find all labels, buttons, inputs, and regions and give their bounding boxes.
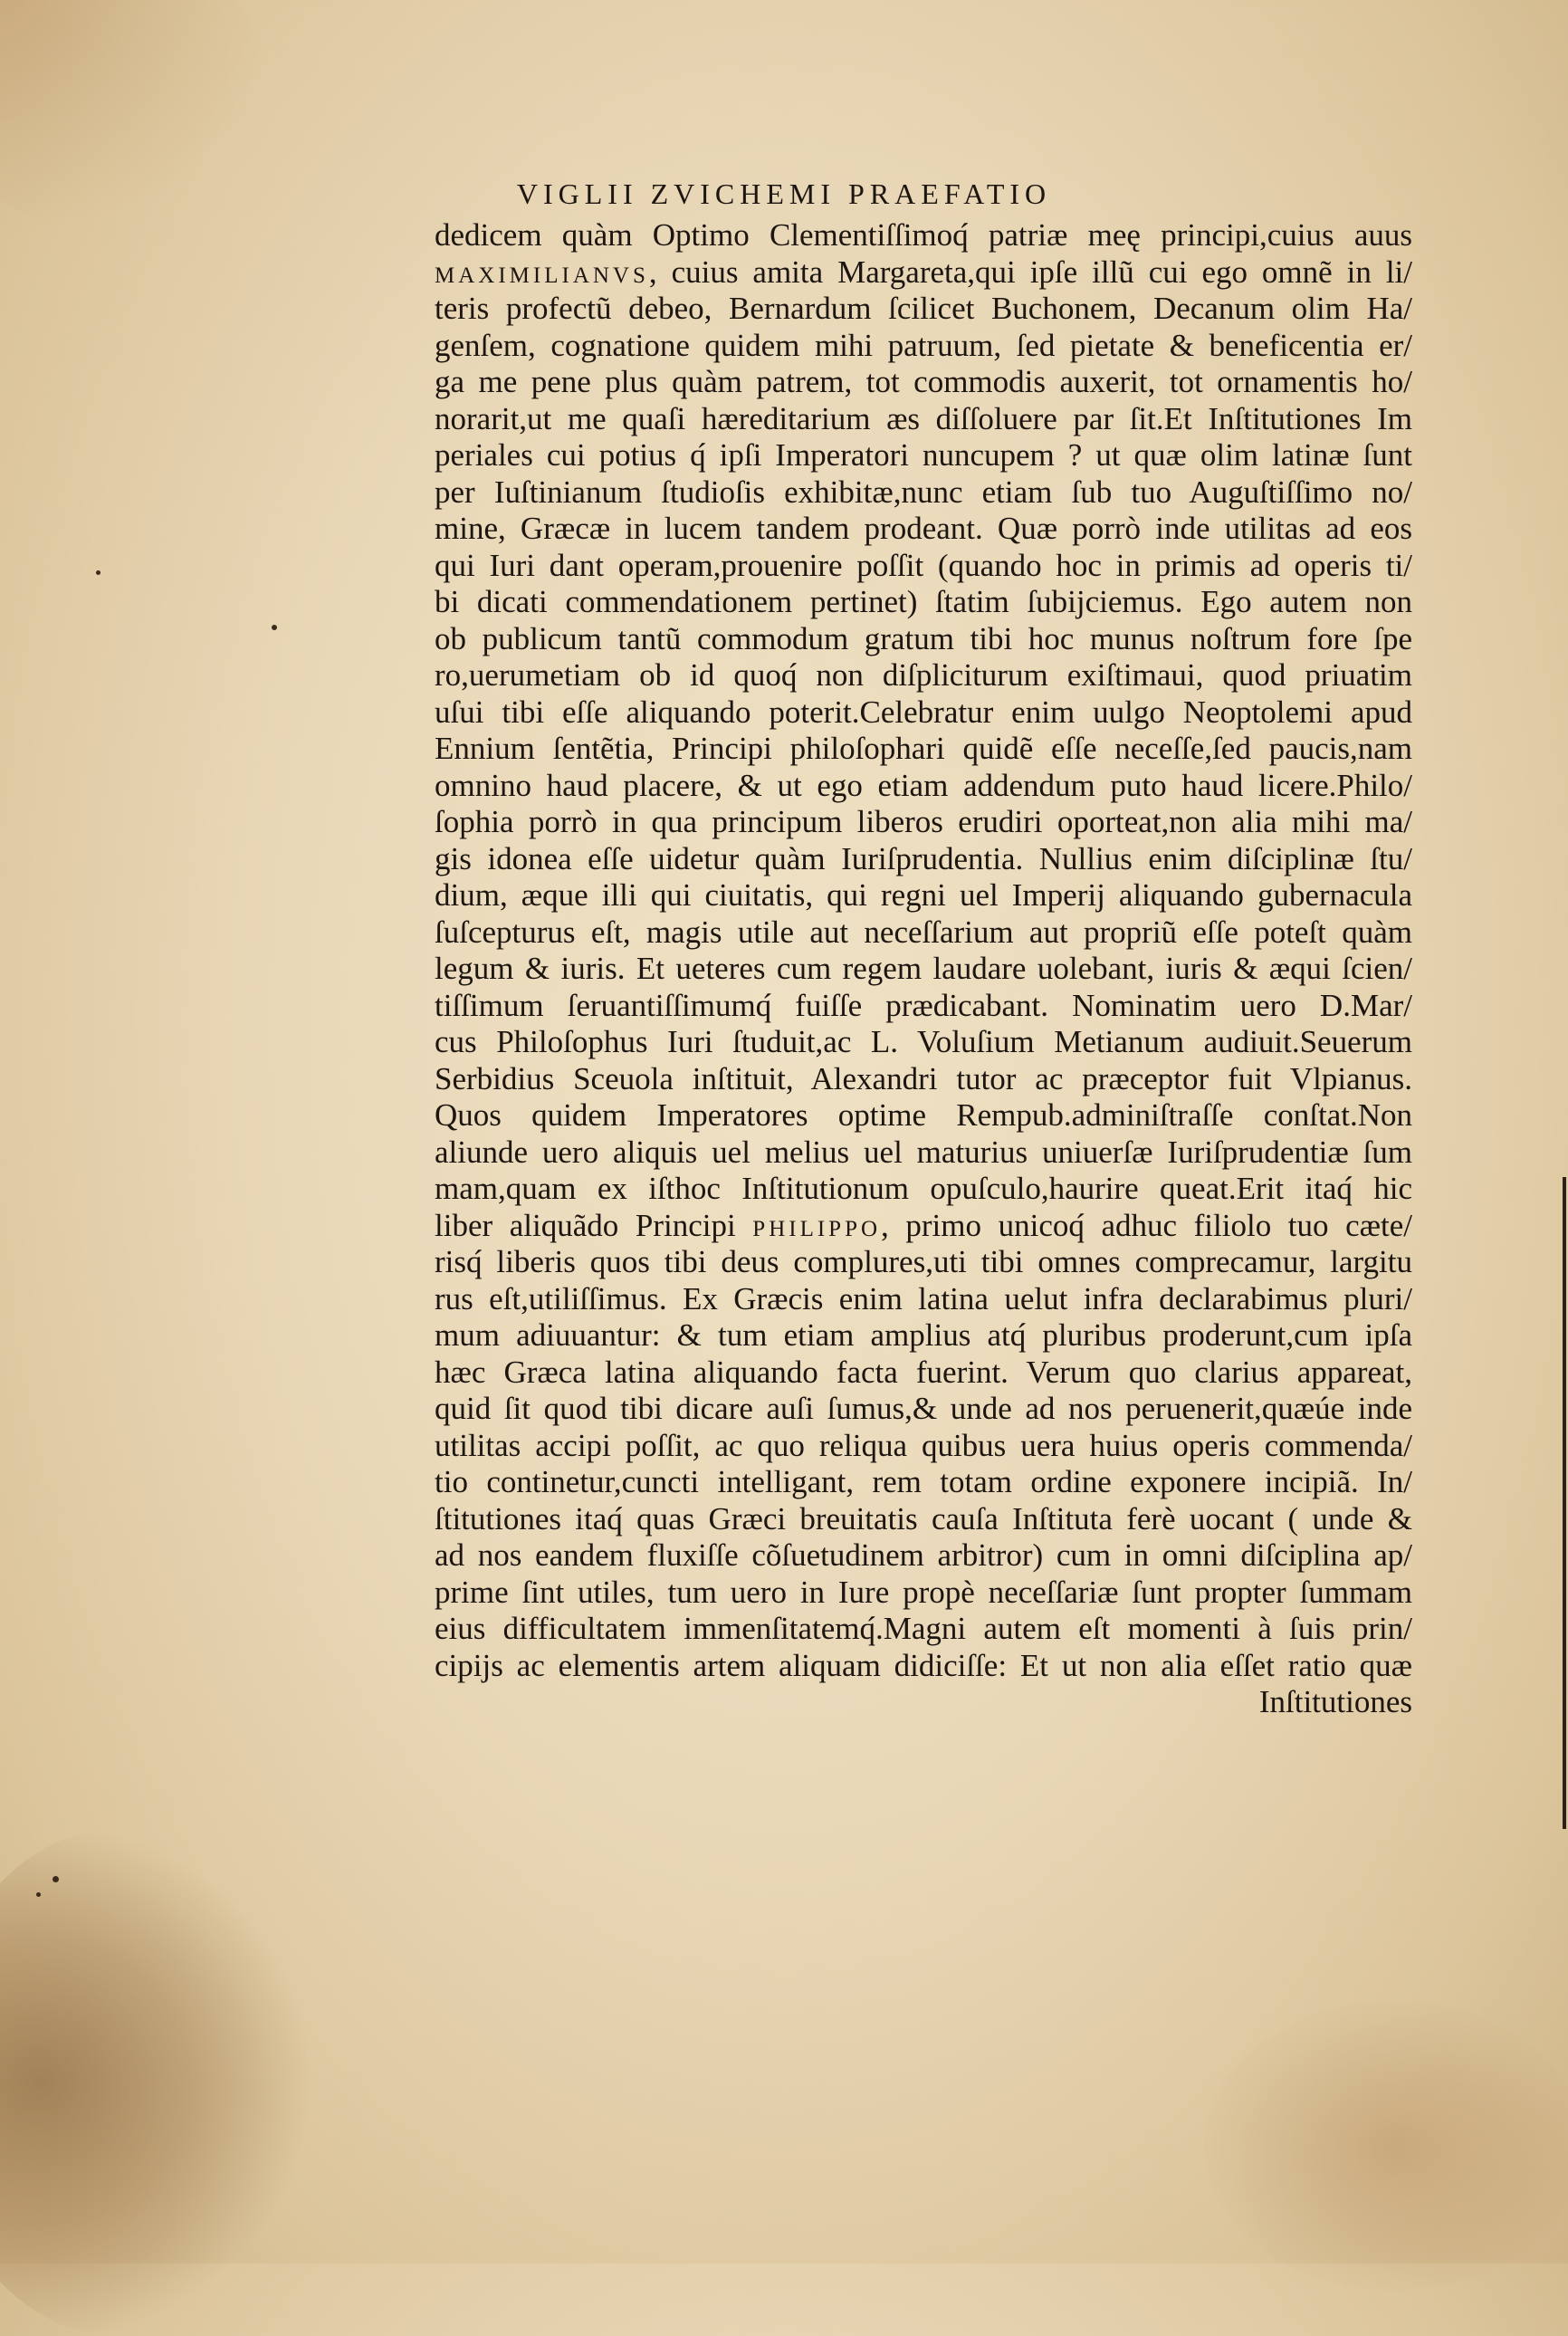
text-line: quid ſit quod tibi dicare auſi ſumus,& unde ad nos peruenerit,quæúe inde [435, 1391, 1412, 1426]
paper-stain-bottom-left [0, 1829, 308, 2336]
text-line: mam,quam ex iſthoc Inſtitutionum opuſculo,haurire queat.Erit itaq́ hic [435, 1171, 1412, 1206]
text-line: cus Philoſophus Iuri ſtuduit,ac L. Voluſium Metianum audiuit.Seuerum [435, 1024, 1412, 1059]
text-line: ro,uerumetiam ob id quoq́ non diſpliciturum exiſtimaui, quod priuatim [435, 657, 1412, 693]
ink-speck [53, 1876, 59, 1882]
text-line: ob publicum tantũ commodum gratum tibi hoc munus noſtrum fore ſpe [435, 620, 1412, 656]
text-line: gis idonea eſſe uidetur quàm Iuriſprudentia. Nullius enim diſciplinæ ſtu/ [435, 840, 1412, 876]
text-line: bi dicati commendationem pertinet) ſtatim ſubijciemus. Ego autem non [435, 584, 1412, 619]
catchword: Inſtitutiones [1258, 1684, 1412, 1719]
text-line: rus eſt,utiliſſimus. Ex Græcis enim latina uelut infra declarabimus pluri/ [435, 1280, 1412, 1316]
text-line: legum & iuris. Et ueteres cum regem laudare uolebant, iuris & æqui ſcien/ [435, 951, 1412, 986]
text-line: ſophia porrò in qua principum liberos erudiri oporteat,non alia mihi ma/ [435, 804, 1412, 839]
text-line: Ennium ſentẽtia, Principi philoſophari quidẽ eſſe neceſſe,ſed paucis,nam [435, 731, 1412, 766]
text-line: dedicem quàm Optimo Clementiſſimoq́ patriæ meę principi,cuius auus [435, 217, 1412, 253]
text-line: eius difficultatem immenſitatemq́.Magni autem eſt momenti à ſuis prin/ [435, 1611, 1412, 1646]
text-line: tiſſimum ſeruantiſſimumq́ fuiſſe prædicabant. Nominatim uero D.Mar/ [435, 987, 1412, 1023]
body-text [435, 217, 1412, 1721]
text-line: omnino haud placere, & ut ego etiam addendum puto haud licere.Philo/ [435, 767, 1412, 803]
text-line: utilitas accipi poſſit, ac quo reliqua quibus uera huius operis commenda/ [435, 1427, 1412, 1463]
text-line: prime ſint utiles, tum uero in Iure propè neceſſariæ ſunt propter ſummam [435, 1574, 1412, 1610]
text-line: genſem, cognatione quidem mihi patruum, ſed pietate & beneficentia er/ [435, 327, 1412, 363]
text-line: teris profectũ debeo, Bernardum ſcilicet Buchonem, Decanum olim Ha/ [435, 291, 1412, 326]
text-line: ſtitutiones itaq́ quas Græci breuitatis cauſa Inſtituta ferè uocant ( unde & [435, 1500, 1412, 1537]
text-line: per Iuſtinianum ſtudioſis exhibitæ,nunc etiam ſub tuo Auguſtiſſimo no/ [435, 474, 1412, 510]
text-line: Serbidius Sceuola inſtituit, Alexandri tutor ac præceptor fuit Vlpianus. [435, 1060, 1412, 1096]
text-line: ſuſcepturus eſt, magis utile aut neceſſarium aut propriũ eſſe poteſt quàm [435, 914, 1412, 950]
text-line: ga me pene plus quàm patrem, tot commodis auxerit, tot ornamentis ho/ [435, 364, 1412, 399]
ink-speck [36, 1892, 41, 1897]
text-line: Quos quidem Imperatores optime Rempub.adminiſtraſſe conſtat.Non [435, 1097, 1412, 1133]
text-line: uſui tibi eſſe aliquando poterit.Celebratur enim uulgo Neoptolemi apud [435, 694, 1412, 730]
text-line: hæc Græca latina aliquando facta fuerint. Verum quo clarius appareat, [435, 1354, 1412, 1390]
ink-speck [96, 570, 100, 575]
text-line: mine, Græcæ in lucem tandem prodeant. Quæ porrò inde utilitas ad eos [435, 511, 1412, 546]
text-line: periales cui potius q́ ipſi Imperatori nuncupem ? ut quæ olim latinæ ſunt [435, 437, 1412, 473]
text-line: cipijs ac elementis artem aliquam didiciſſe: Et ut non alia eſſet ratio quæ [435, 1647, 1412, 1683]
ink-speck [272, 625, 277, 630]
text-line: MAXIMILIANVS, cuius amita Margareta,qui ipſe illũ cui ego omnẽ in li/ [435, 254, 1412, 290]
paper-stain-bottom-right [1204, 2001, 1568, 2291]
page-edge-shadow [1563, 1177, 1566, 1829]
text-line: mum adiuuantur: & tum etiam amplius atq́ pluribus proderunt,cum ipſa [435, 1317, 1412, 1353]
text-line: norarit,ut me quaſi hæreditarium æs diſſoluere par ſit.Et Inſtitutiones Im [435, 400, 1412, 436]
text-line: liber aliquãdo Principi PHILIPPO, primo unicoq́ adhuc filiolo tuo cæte/ [435, 1207, 1412, 1243]
text-line: ad nos eandem fluxiſſe cõſuetudinem arbitror) cum in omni diſciplina ap/ [435, 1537, 1412, 1573]
text-line: dium, æque illi qui ciuitatis, qui regni uel Imperij aliquando gubernacula [435, 877, 1412, 913]
text-line: risq́ liberis quos tibi deus complures,uti tibi omnes comprecamur, largitu [435, 1244, 1412, 1279]
text-line: tio continetur,cuncti intelligant, rem totam ordine exponere incipiã. In/ [435, 1464, 1412, 1499]
text-line: qui Iuri dant operam,prouenire poſſit (quando hoc in primis ad operis ti/ [435, 547, 1412, 583]
running-head: VIGLII ZVICHEMI PRAEFATIO [516, 177, 1052, 210]
text-line: aliunde uero aliquis uel melius uel maturius uniuerſæ Iuriſprudentiæ ſum [435, 1134, 1412, 1170]
